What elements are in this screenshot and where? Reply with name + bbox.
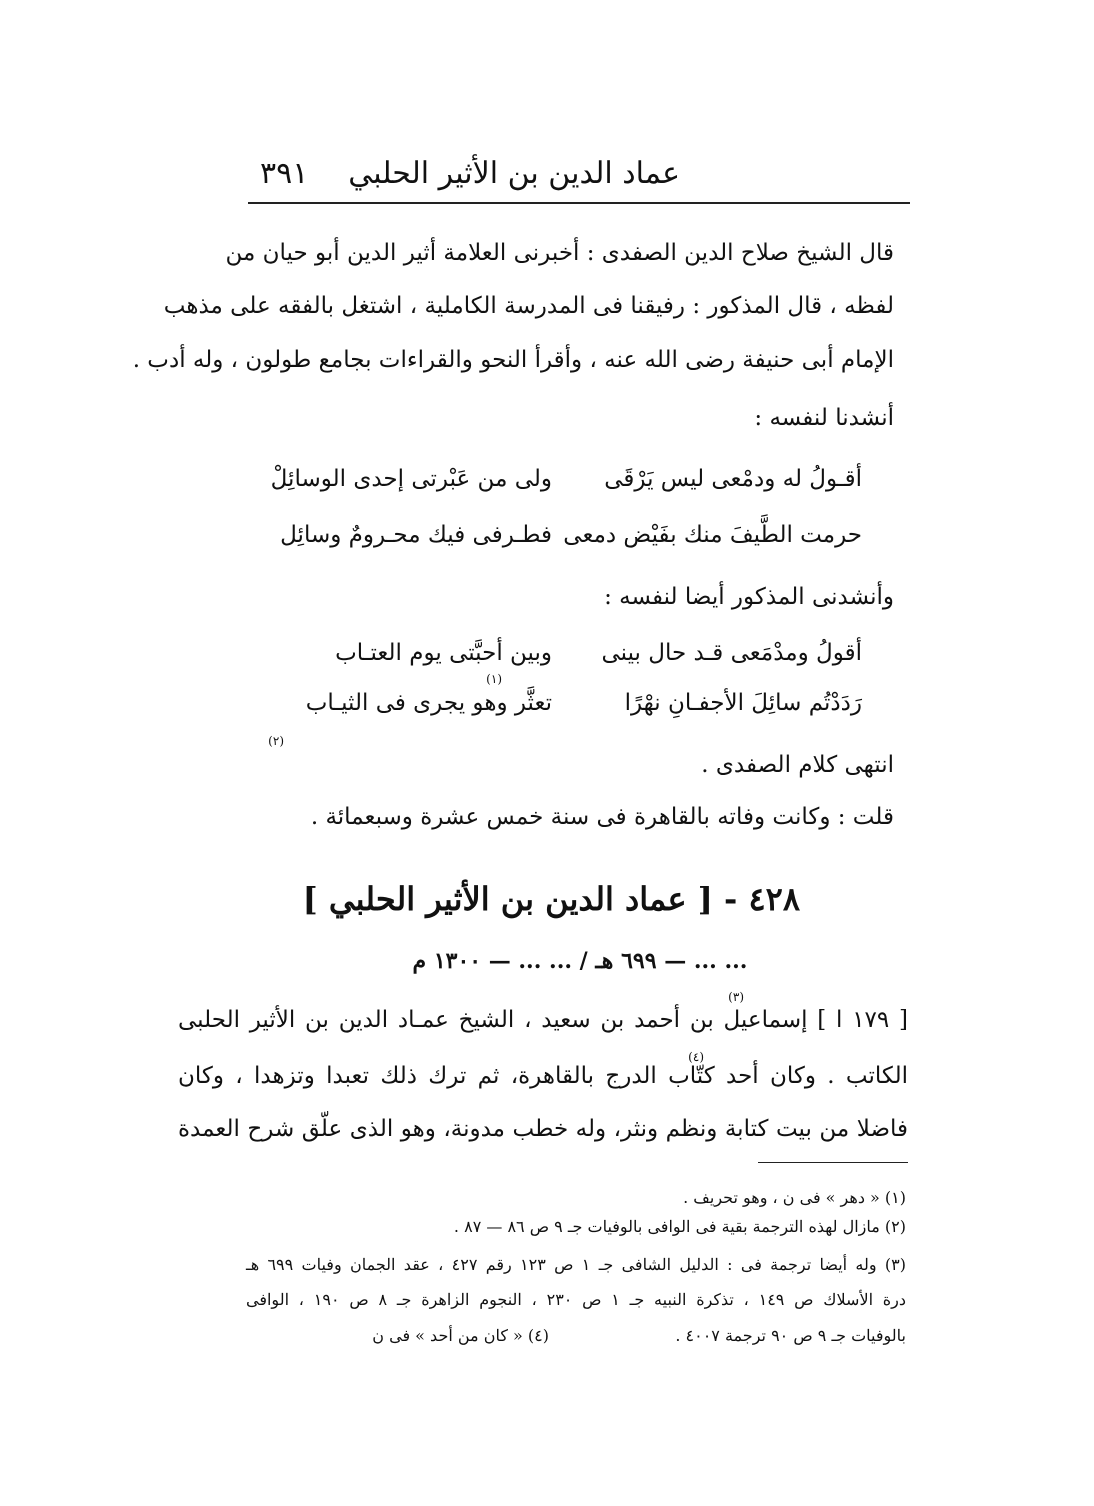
footnote-mark-3: (٣) — [728, 990, 744, 1004]
footnote-4: (٤) « كان من أحد » فى ن — [372, 1326, 549, 1345]
running-title: عماد الدين بن الأثير الحلبي — [348, 156, 680, 191]
verse-2-second: فطـرفى فيك محـرومٌ وسائِل — [280, 522, 552, 548]
footnote-mark-4: (٤) — [688, 1050, 704, 1064]
header-rule — [248, 202, 910, 204]
page-header — [250, 150, 910, 202]
body-line-2: لفظه ، قال المذكور : رفيقنا فى المدرسة الكاملية ، اشتغل بالفقه على مذهب — [163, 293, 894, 319]
entry-title: ٤٢٨ - [ عماد الدين بن الأثير الحلبي ] — [302, 880, 800, 918]
end-quote: انتهى كلام الصفدى . — [701, 752, 894, 778]
entry-dates: ... ... — ٦٩٩ هـ / ... ... — ١٣٠٠ م — [412, 948, 748, 974]
footnote-3: (٣) وله أيضا ترجمة فى : الدليل الشافى جـ ١ ص ١٢٣ رقم ٤٢٧ ، عقد الجمان وفيات ٦٩٩ هـ — [246, 1255, 907, 1274]
body-line-4: أنشدنا لنفسه : — [754, 405, 894, 431]
verse-1-second: ولى من عَبْرتى إحدى الوسائِلْ — [270, 466, 552, 492]
death-line: قلت : وكانت وفاته بالقاهرة فى سنة خمس عشرة وسبعمائة . — [310, 804, 894, 830]
entry-line-1: [ ١٧٩ ا ] إسماعيل بن أحمد بن سعيد ، الشيخ عمـاد الدين بن الأثير الحلبى — [178, 1007, 908, 1033]
verse-3-first: أقولُ ومدْمَعى قـد حال بينى — [601, 640, 862, 666]
footnote-1: (١) « دهر » فى ن ، وهو تحريف . — [683, 1188, 906, 1207]
footnote-mark-2: (٢) — [268, 734, 284, 748]
verse-4-second: تعثَّر وهو يجرى فى الثيـاب — [305, 690, 552, 716]
footnote-3-cont: درة الأسلاك ص ١٤٩ ، تذكرة النبيه جـ ١ ص ٢٣٠ ، النجوم الزاهرة جـ ٨ ص ١٩٠ ، الوافى — [246, 1290, 907, 1309]
body-line-3: الإمام أبى حنيفة رضى الله عنه ، وأقرأ النحو والقراءات بجامع طولون ، وله أدب . — [132, 347, 894, 373]
body-line-1: قال الشيخ صلاح الدين الصفدى : أخبرنى العلامة أثير الدين أبو حيان من — [225, 240, 894, 266]
footnote-mark-1: (١) — [486, 672, 502, 686]
page-number: ٣٩١ — [260, 156, 309, 191]
footnote-3-end: بالوفيات جـ ٩ ص ٩٠ ترجمة ٤٠٠٧ . — [675, 1326, 906, 1345]
footnote-2: (٢) مازال لهذه الترجمة بقية فى الوافى بالوفيات جـ ٩ ص ٨٦ — ٨٧ . — [453, 1217, 906, 1236]
verse-4-first: رَدَدْتُم سائِلَ الأجفـانِ نهْرًا — [624, 690, 862, 716]
footnote-rule — [758, 1162, 908, 1163]
verse-2-first: حرمت الطَّيفَ منك بفَيْض دمعى — [563, 522, 862, 548]
verse-intro-2: وأنشدنى المذكور أيضا لنفسه : — [604, 584, 894, 610]
verse-1-first: أقـولُ له ودمْعى ليس يَرْقَى — [604, 466, 862, 492]
verse-3-second: وبين أحبَّتى يوم العتـاب — [335, 640, 552, 666]
entry-line-2: الكاتب . وكان أحد كتّاب الدرج بالقاهرة، ثم ترك ذلك تعبدا وتزهدا ، وكان — [178, 1063, 908, 1089]
entry-line-3: فاضلا من بيت كتابة ونظم ونثر، وله خطب مدونة، وهو الذى علّق شرح العمدة — [178, 1116, 908, 1142]
